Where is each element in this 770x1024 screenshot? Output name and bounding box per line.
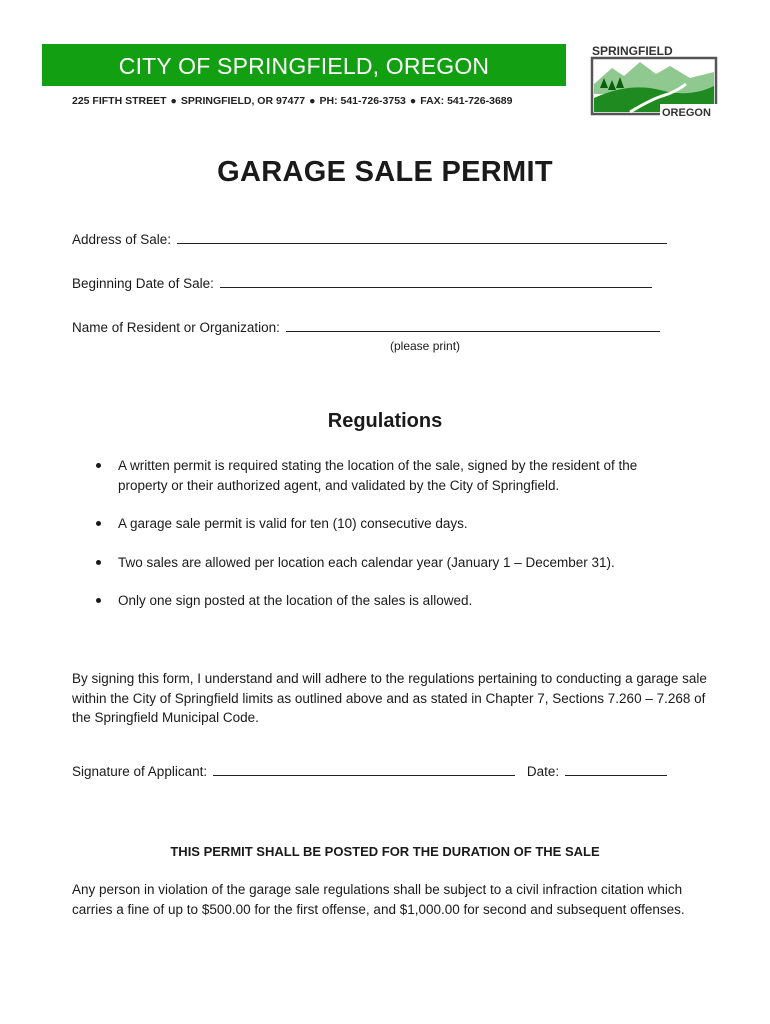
regulation-item: Only one sign posted at the location of the sales is allowed.	[72, 591, 682, 611]
phone-number: PH: 541-726-3753	[319, 95, 406, 107]
bullet-separator: ●	[309, 95, 316, 107]
date-input-line[interactable]	[565, 774, 667, 776]
name-input-line[interactable]	[286, 330, 660, 332]
address-input-line[interactable]	[177, 242, 667, 244]
bullet-separator: ●	[170, 95, 177, 107]
city-state-zip: SPRINGFIELD, OR 97477	[180, 95, 306, 107]
regulations-list	[72, 456, 682, 611]
posting-notice: THIS PERMIT SHALL BE POSTED FOR THE DURATION OF THE SALE	[170, 844, 600, 859]
please-print-hint: (please print)	[390, 339, 461, 353]
logo-bottom-text: OREGON	[662, 107, 711, 119]
begin-date-field	[72, 276, 652, 291]
regulation-item: Two sales are allowed per location each calendar year (January 1 – December 31).	[72, 553, 682, 573]
bullet-separator: ●	[409, 95, 417, 107]
agreement-text: By signing this form, I understand and will adhere to the regulations pertaining to conducting a garage sale within the City of Springfield limits as outlined above and as stated in Chapter 7, Sections 7.260 – 7.268 of the Springfield Municipal Code.	[72, 671, 707, 725]
signature-label: Signature of Applicant:	[72, 764, 208, 779]
name-field	[72, 320, 660, 335]
signature-input-line[interactable]	[213, 774, 515, 776]
signature-row	[72, 764, 667, 779]
contact-line	[72, 95, 512, 107]
fax-number: FAX: 541-726-3689	[420, 95, 513, 107]
regulations-heading: Regulations	[327, 410, 443, 432]
city-banner: CITY OF SPRINGFIELD, OREGON	[42, 44, 566, 86]
page-title: GARAGE SALE PERMIT	[217, 156, 553, 188]
springfield-logo	[590, 44, 720, 119]
street-address: 225 FIFTH STREET	[72, 95, 167, 107]
begin-date-label: Beginning Date of Sale:	[72, 276, 214, 291]
regulation-item: A written permit is required stating the location of the sale, signed by the resident of the property or their authorized agent, and validated by the City of Springfield.	[72, 456, 682, 495]
begin-date-input-line[interactable]	[220, 286, 652, 288]
address-label: Address of Sale:	[72, 232, 172, 247]
regulation-item: A garage sale permit is valid for ten (10) consecutive days.	[72, 514, 682, 534]
name-label: Name of Resident or Organization:	[72, 320, 280, 335]
penalty-text: Any person in violation of the garage sale regulations shall be subject to a civil infraction citation which carries a fine of up to $500.00 for the first offense, and $1,000.00 for second and subsequent offenses.	[72, 882, 685, 917]
date-label: Date:	[526, 764, 560, 779]
address-field	[72, 232, 667, 247]
logo-top-text: SPRINGFIELD	[592, 44, 673, 58]
